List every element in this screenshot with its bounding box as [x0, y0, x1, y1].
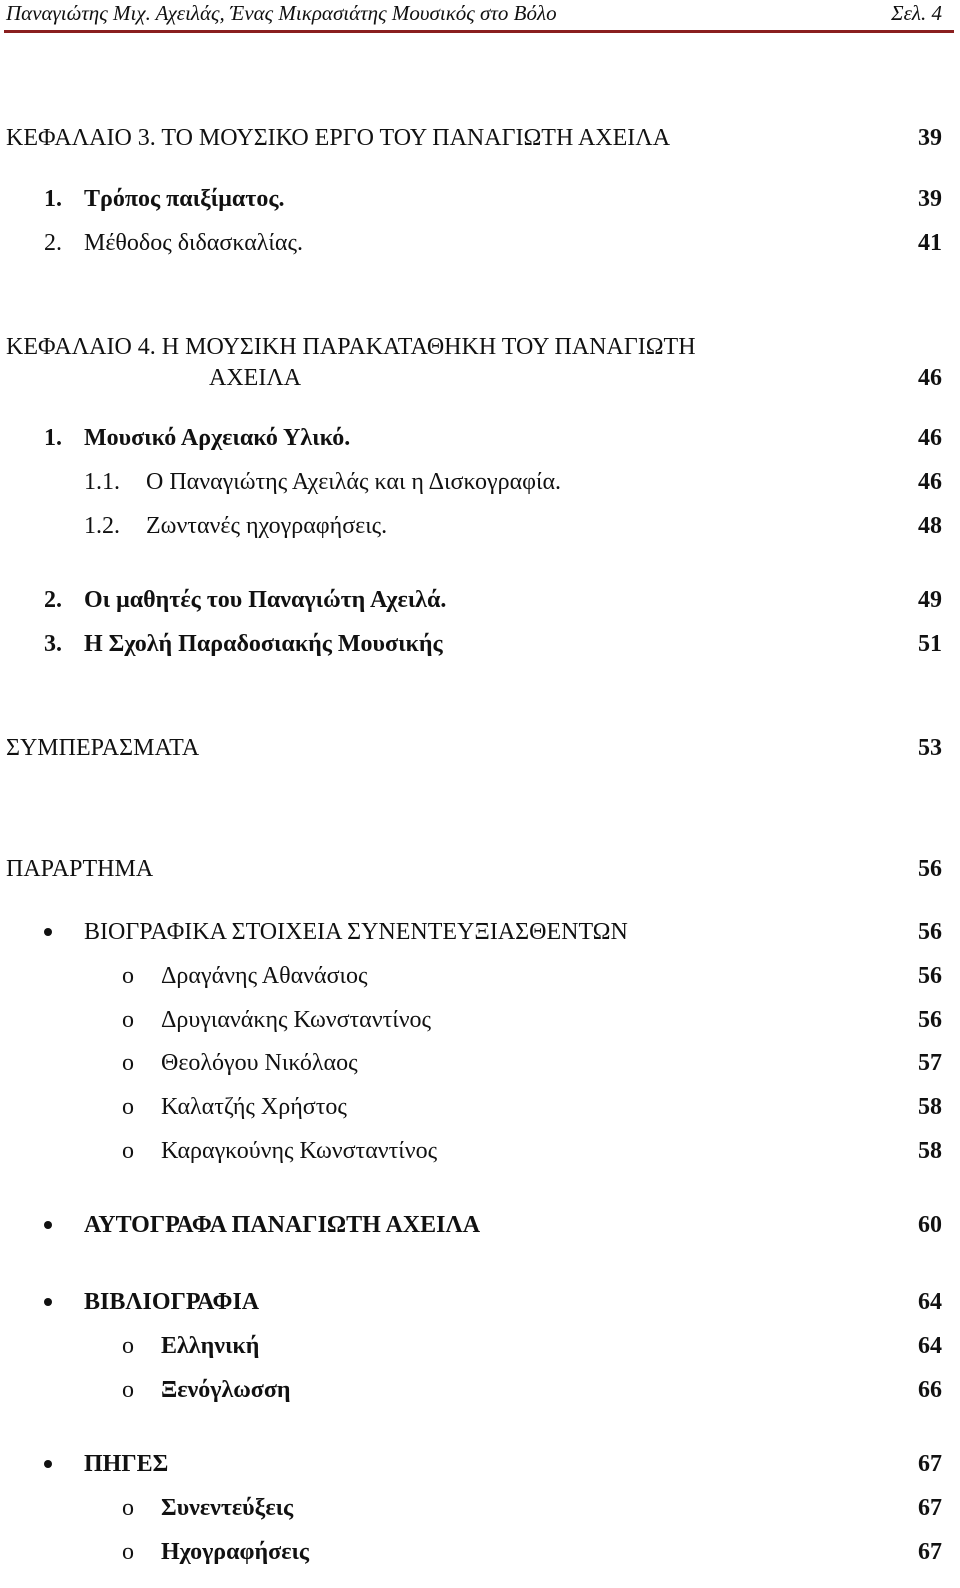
toc-bio[interactable]: [0, 916, 942, 948]
page-number: 48: [918, 513, 942, 539]
toc-entry[interactable]: [0, 510, 942, 542]
section-label: ΣΥΜΠΕΡΑΣΜΑΤΑ: [6, 735, 200, 761]
toc-entry[interactable]: [0, 466, 942, 498]
circle-bullet-icon: o: [122, 963, 134, 989]
page-number: 51: [918, 631, 942, 657]
bullet-icon: [44, 1221, 52, 1229]
entry-number: 1.1.: [84, 469, 120, 495]
header-title: Παναγιώτης Μιχ. Αχειλάς, Ένας Μικρασιάτης Μουσικός στο Βόλο: [6, 1, 557, 25]
page-number: 58: [918, 1138, 942, 1164]
toc-entry[interactable]: [0, 422, 942, 454]
toc-bibliography[interactable]: [0, 1286, 942, 1318]
entry-number: 2.: [44, 230, 62, 256]
page-number: 49: [918, 587, 942, 613]
toc-chapter-4-cont[interactable]: [0, 362, 942, 394]
toc-entry[interactable]: [0, 183, 942, 215]
circle-bullet-icon: o: [122, 1050, 134, 1076]
page-number: 58: [918, 1094, 942, 1120]
entry-number: 1.: [44, 425, 62, 451]
toc-subentry[interactable]: [0, 1135, 942, 1167]
page-number: 60: [918, 1212, 942, 1238]
toc-entry[interactable]: [0, 584, 942, 616]
page-number: 56: [918, 856, 942, 882]
entry-text: Συνεντεύξεις: [161, 1495, 294, 1521]
page-number: 66: [918, 1377, 942, 1403]
bullet-icon: [44, 928, 52, 936]
toc-entry[interactable]: [0, 227, 942, 259]
header-page-number: Σελ. 4: [891, 1, 942, 25]
circle-bullet-icon: o: [122, 1377, 134, 1403]
toc-entry[interactable]: [0, 628, 942, 660]
bullet-icon: [44, 1298, 52, 1306]
page-number: 57: [918, 1050, 942, 1076]
toc-chapter-3[interactable]: [0, 122, 942, 154]
entry-text: Καλατζής Χρήστος: [161, 1094, 347, 1120]
page-number: 39: [918, 125, 942, 151]
toc-subentry[interactable]: [0, 1374, 942, 1406]
entry-number: 1.2.: [84, 513, 120, 539]
page-number: 41: [918, 230, 942, 256]
section-label: ΒΙΒΛΙΟΓΡΑΦΙΑ: [84, 1289, 260, 1315]
entry-text: Ηχογραφήσεις: [161, 1539, 310, 1565]
entry-text: Ξενόγλωσση: [161, 1377, 291, 1403]
toc-autographs[interactable]: [0, 1209, 942, 1241]
page-number: 67: [918, 1451, 942, 1477]
entry-text: Μέθοδος διδασκαλίας.: [84, 230, 303, 256]
toc-subentry[interactable]: [0, 1004, 942, 1036]
entry-text: Ελληνική: [161, 1333, 260, 1359]
entry-text: Ζωντανές ηχογραφήσεις.: [146, 513, 388, 539]
entry-text: Καραγκούνης Κωνσταντίνος: [161, 1138, 438, 1164]
header-rule: [4, 30, 954, 33]
circle-bullet-icon: o: [122, 1094, 134, 1120]
toc-sources[interactable]: [0, 1448, 942, 1480]
page-number: 56: [918, 1007, 942, 1033]
circle-bullet-icon: o: [122, 1333, 134, 1359]
chapter-label-cont: ΑΧΕΙΛΑ: [209, 365, 302, 391]
page-number: 46: [918, 365, 942, 391]
entry-number: 2.: [44, 587, 62, 613]
section-label: ΒΙΟΓΡΑΦΙΚΑ ΣΤΟΙΧΕΙΑ ΣΥΝΕΝΤΕΥΞΙΑΣΘΕΝΤΩΝ: [84, 919, 628, 945]
circle-bullet-icon: o: [122, 1138, 134, 1164]
toc-appendix[interactable]: [0, 853, 942, 885]
page-number: 46: [918, 425, 942, 451]
entry-number: 1.: [44, 186, 62, 212]
page-header: [6, 0, 942, 28]
page-number: 64: [918, 1289, 942, 1315]
page-number: 46: [918, 469, 942, 495]
toc-subentry[interactable]: [0, 960, 942, 992]
toc-subentry[interactable]: [0, 1492, 942, 1524]
page-number: 56: [918, 919, 942, 945]
entry-text: Δρυγιανάκης Κωνσταντίνος: [161, 1007, 432, 1033]
section-label: ΠΗΓΕΣ: [84, 1451, 169, 1477]
toc-subentry[interactable]: [0, 1047, 942, 1079]
chapter-label: ΚΕΦΑΛΑΙΟ 3. ΤΟ ΜΟΥΣΙΚΟ ΕΡΓΟ ΤΟΥ ΠΑΝΑΓΙΩΤΗ ΑΧΕΙΛΑ: [6, 125, 671, 151]
section-label: ΑΥΤΟΓΡΑΦΑ ΠΑΝΑΓΙΩΤΗ ΑΧΕΙΛΑ: [84, 1212, 481, 1238]
toc-chapter-4[interactable]: [0, 331, 942, 363]
entry-text: Οι μαθητές του Παναγιώτη Αχειλά.: [84, 587, 447, 613]
entry-text: Θεολόγου Νικόλαος: [161, 1050, 358, 1076]
page-number: 67: [918, 1495, 942, 1521]
page-number: 53: [918, 735, 942, 761]
entry-text: Ο Παναγιώτης Αχειλάς και η Δισκογραφία.: [146, 469, 562, 495]
circle-bullet-icon: o: [122, 1495, 134, 1521]
section-label: ΠΑΡΑΡΤΗΜΑ: [6, 856, 154, 882]
bullet-icon: [44, 1460, 52, 1468]
circle-bullet-icon: o: [122, 1539, 134, 1565]
entry-text: Μουσικό Αρχειακό Υλικό.: [84, 425, 351, 451]
toc-subentry[interactable]: [0, 1536, 942, 1568]
toc-conclusions[interactable]: [0, 732, 942, 764]
entry-text: Τρόπος παιξίματος.: [84, 186, 285, 212]
page-number: 67: [918, 1539, 942, 1565]
page-number: 39: [918, 186, 942, 212]
chapter-label: ΚΕΦΑΛΑΙΟ 4. Η ΜΟΥΣΙΚΗ ΠΑΡΑΚΑΤΑΘΗΚΗ ΤΟΥ ΠΑΝΑΓΙΩΤΗ: [6, 334, 696, 360]
circle-bullet-icon: o: [122, 1007, 134, 1033]
entry-text: Η Σχολή Παραδοσιακής Μουσικής: [84, 631, 443, 657]
page-number: 64: [918, 1333, 942, 1359]
entry-number: 3.: [44, 631, 62, 657]
toc-subentry[interactable]: [0, 1091, 942, 1123]
entry-text: Δραγάνης Αθανάσιος: [161, 963, 368, 989]
page-number: 56: [918, 963, 942, 989]
toc-subentry[interactable]: [0, 1330, 942, 1362]
